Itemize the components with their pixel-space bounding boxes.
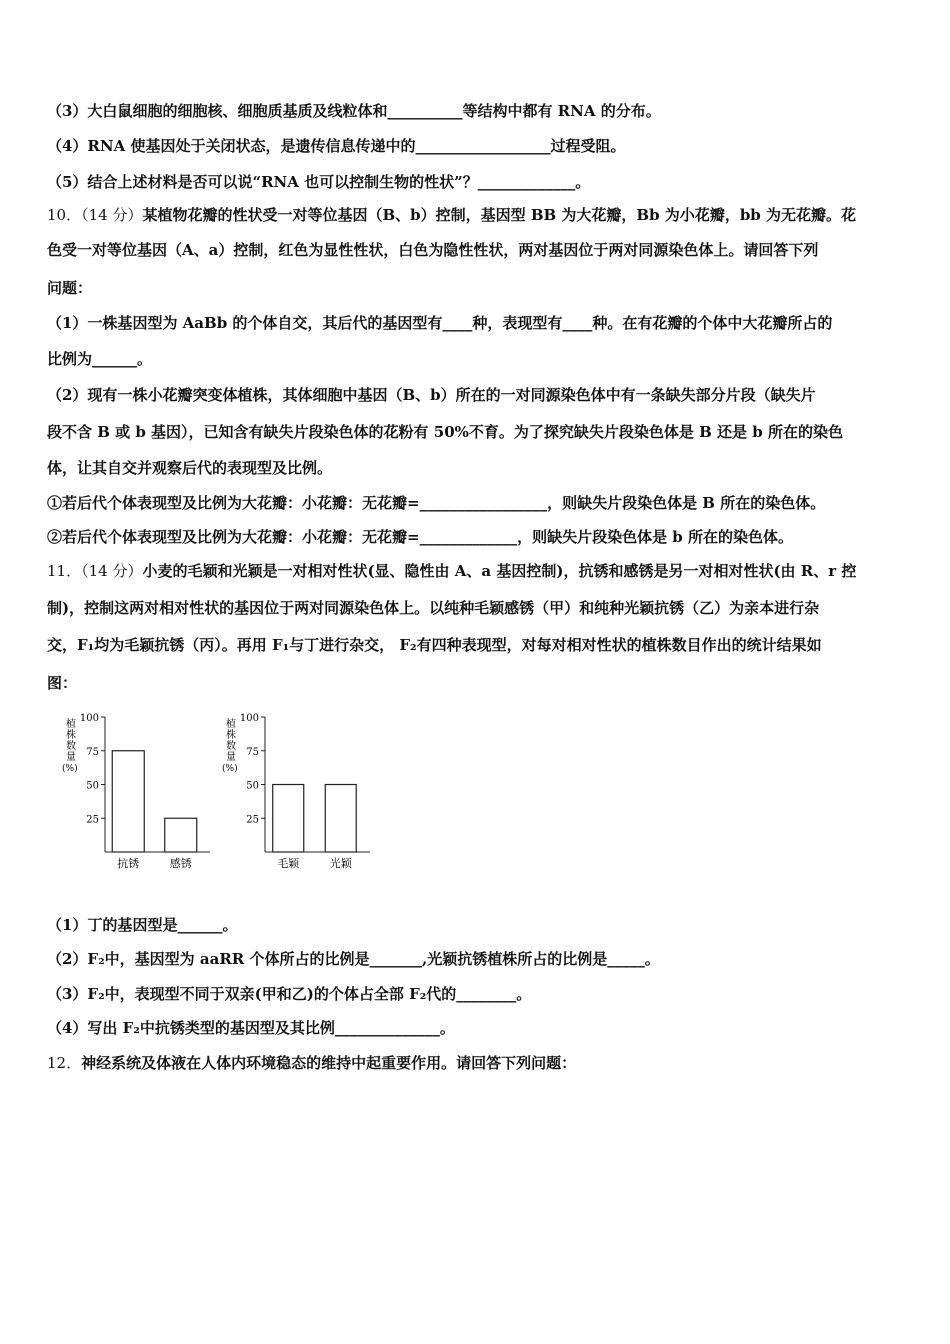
q11-sub3: （3）F₂中，表现型不同于双亲(甲和乙)的个体占全部 F₂代的________。	[47, 985, 532, 1003]
x-tick-label: 毛颖	[277, 857, 300, 870]
q12-stem	[47, 1053, 910, 1073]
y-tick-label: 100	[239, 713, 259, 724]
y-axis-label-char: 量	[66, 752, 76, 763]
y-axis-label-char: 数	[66, 741, 76, 752]
q12-stem-text: 神经系统及体液在人体内环境稳态的维持中起重要作用。请回答下列问题：	[81, 1054, 577, 1072]
q11-sub2: （2）F₂中，基因型为 aaRR 个体所占的比例是_______,光颖抗锈植株所占的比例是_____。	[47, 950, 660, 968]
y-axis-label-char: 株	[226, 730, 236, 741]
q10-sub2-line2: 段不含 B 或 b 基因），已知含有缺失片段染色体的花粉有 50%不育。为了探究缺失片段染色体是 B 还是 b 所在的染色	[47, 423, 843, 441]
y-tick-label: 75	[86, 746, 99, 758]
q11-sub4: （4）写出 F₂中抗锈类型的基因型及其比例______________。	[47, 1019, 455, 1037]
q10-number: 10．（14 分）	[47, 206, 143, 224]
q11-stem-line2: 制)，控制这两对相对性状的基因位于两对同源染色体上。以纯种毛颖感锈（甲）和纯种光颖抗锈（乙）为亲本进行杂	[47, 599, 820, 617]
bar-1	[112, 751, 144, 852]
y-tick-label: 50	[86, 780, 99, 792]
chart-rust-resistance	[60, 705, 220, 884]
y-axis-label-char: 植	[66, 719, 76, 730]
q10-sub2-line1: （2）现有一株小花瓣突变体植株，其体细胞中基因（B、b）所在的一对同源染色体中有一条缺失部分片段（缺失片	[47, 386, 816, 404]
y-axis-label-char: 量	[226, 752, 236, 763]
chart-glume-type	[220, 705, 380, 884]
q11-stem-text1: 小麦的毛颖和光颖是一对相对性状(显、隐性由 A、a 基因控制)，抗锈和感锈是另一对相对性状(由 R、r 控	[142, 562, 857, 580]
x-tick-label: 感锈	[169, 857, 192, 870]
chart-rust-svg	[60, 705, 220, 880]
x-tick-label: 抗锈	[117, 857, 140, 870]
q11-stem-line1	[47, 561, 910, 581]
bar-2	[165, 818, 197, 852]
y-axis-label-unit: (%)	[62, 764, 78, 774]
q11-stem-line3: 交，F₁均为毛颖抗锈（丙）。再用 F₁与丁进行杂交， F₂有四种表现型，对每对相对性状的植株数目作出的统计结果如	[47, 636, 822, 654]
q10-sub1-line1: （1）一株基因型为 AaBb 的个体自交，其后代的基因型有____种，表现型有____种。在有花瓣的个体中大花瓣所占的	[47, 314, 833, 332]
q10-stem-text1: 某植物花瓣的性状受一对等位基因（B、b）控制，基因型 BB 为大花瓣，Bb 为小花瓣，bb 为无花瓣。花	[142, 206, 857, 224]
q10-case1: ①若后代个体表现型及比例为大花瓣：小花瓣：无花瓣=_________________，则缺失片段染色体是 B 所在的染色体。	[47, 494, 826, 512]
q10-sub2-line3: 体，让其自交并观察后代的表现型及比例。	[47, 459, 333, 477]
y-axis-label-char: 株	[66, 730, 76, 741]
chart-glume-svg	[220, 705, 380, 880]
q10-stem-line3: 问题：	[47, 279, 93, 297]
q9-sub3: （3）大白鼠细胞的细胞核、细胞质基质及线粒体和__________等结构中都有 RNA 的分布。	[47, 102, 661, 120]
q12-number: 12．	[47, 1054, 82, 1072]
q10-case2: ②若后代个体表现型及比例为大花瓣：小花瓣：无花瓣=_____________，则缺失片段染色体是 b 所在的染色体。	[47, 528, 794, 546]
q10-stem-line1	[47, 205, 910, 225]
q9-sub4: （4）RNA 使基因处于关闭状态，是遗传信息传递中的__________________过程受阻。	[47, 137, 626, 155]
y-tick-label: 25	[246, 814, 259, 826]
bar-1	[273, 785, 304, 853]
q11-sub1: （1）丁的基因型是______。	[47, 916, 238, 934]
q10-sub1-line2: 比例为______。	[47, 350, 153, 368]
q11-number: 11．（14 分）	[47, 562, 143, 580]
y-axis-label-unit: (%)	[222, 764, 238, 774]
y-tick-label: 100	[79, 713, 99, 724]
bar-2	[325, 785, 356, 853]
q11-stem-line4: 图：	[47, 674, 78, 692]
y-tick-label: 50	[246, 780, 259, 792]
q9-sub5: （5）结合上述材料是否可以说“RNA 也可以控制生物的性状”？_____________。	[47, 173, 591, 191]
y-tick-label: 75	[246, 746, 259, 758]
y-axis-label-char: 植	[226, 719, 236, 730]
y-tick-label: 25	[86, 814, 99, 826]
q10-stem-line2: 色受一对等位基因（A、a）控制，红色为显性性状，白色为隐性性状，两对基因位于两对同源染色体上。请回答下列	[47, 241, 819, 259]
x-tick-label: 光颖	[329, 857, 352, 870]
y-axis-label-char: 数	[226, 741, 236, 752]
